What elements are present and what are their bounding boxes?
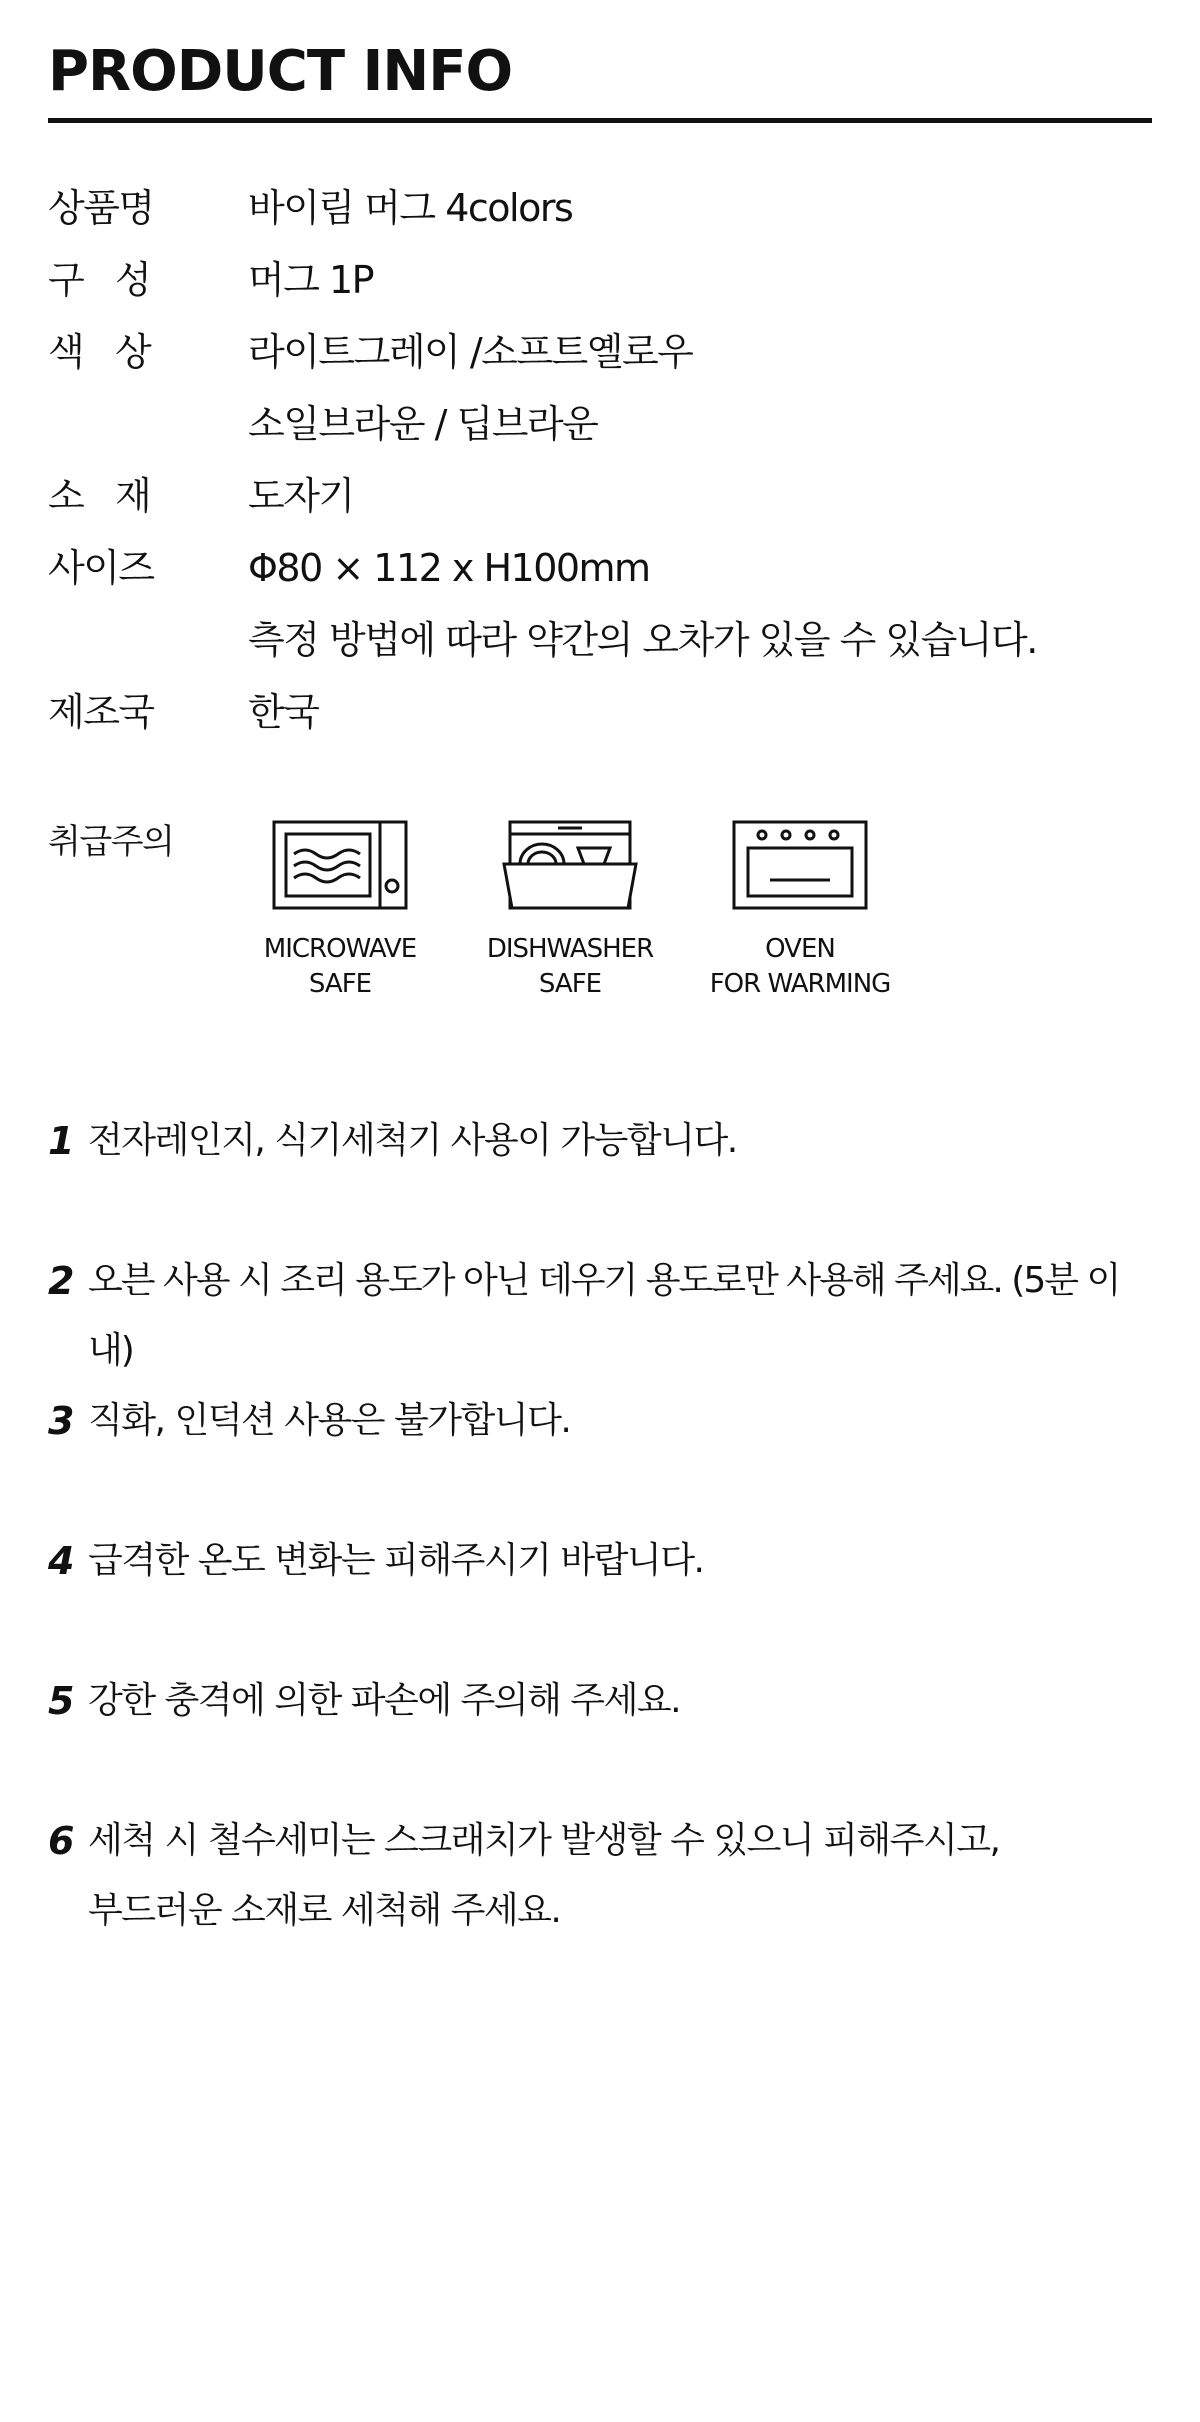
microwave-icon [272,820,408,912]
note-text: 직화, 인덕션 사용은 불가합니다. [88,1400,571,1441]
dishwasher-icon [502,820,638,912]
care-caption-microwave: MICROWAVE SAFE [263,934,417,999]
spec-value-country: 한국 [248,690,319,734]
note-text: 전자레인지, 식기세척기 사용이 가능합니다. [88,1120,737,1161]
note-item-3 [48,1386,1158,1456]
care-item-microwave [230,820,450,1002]
spec-value-color-1: 라이트그레이 /소프트옐로우 [248,330,693,374]
note-text: 세척 시 철수세미는 스크래치가 발생할 수 있으니 피해주시고, 부드러운 소재로 세척해 주세요. [88,1820,1000,1931]
care-caption-dishwasher: DISHWASHER SAFE [486,934,654,999]
spec-label-product-name: 상품명 [48,186,154,230]
note-item-5 [48,1666,1158,1736]
spec-label-size: 사이즈 [48,546,154,590]
note-text: 오븐 사용 시 조리 용도가 아닌 데우기 용도로만 사용해 주세요. (5분 이내) [88,1260,1120,1371]
spec-value-size-note: 측정 방법에 따라 약간의 오차가 있을 수 있습니다. [248,618,1037,662]
care-item-dishwasher [460,820,680,1002]
care-item-oven [690,820,910,1002]
note-item-6 [48,1806,1158,1946]
note-number: 5 [48,1679,75,1723]
title-divider [48,118,1152,123]
spec-value-size: Φ80 × 112 x H100mm [248,546,650,590]
page-title: PRODUCT INFO [48,39,513,104]
care-label: 취급주의 [48,822,174,862]
note-text: 급격한 온도 변화는 피해주시기 바랍니다. [88,1540,704,1581]
spec-label-composition: 구 성 [48,258,151,302]
care-caption-oven: OVEN FOR WARMING [709,934,891,999]
note-item-2 [48,1246,1158,1386]
spec-label-country: 제조국 [48,690,154,734]
note-item-1 [48,1106,1158,1176]
note-number: 3 [48,1399,75,1443]
note-number: 6 [48,1819,75,1863]
note-item-4 [48,1526,1158,1596]
note-number: 1 [48,1119,75,1163]
spec-label-color: 색 상 [48,330,151,374]
spec-value-product-name: 바이림 머그 4colors [248,186,573,230]
spec-value-color-2: 소일브라운 / 딥브라운 [248,402,598,446]
spec-label-material: 소 재 [48,474,151,518]
spec-value-composition: 머그 1P [248,258,374,302]
oven-icon [732,820,868,912]
spec-value-material: 도자기 [248,474,354,518]
note-text: 강한 충격에 의한 파손에 주의해 주세요. [88,1680,681,1721]
note-number: 2 [48,1259,75,1303]
note-number: 4 [48,1539,75,1583]
